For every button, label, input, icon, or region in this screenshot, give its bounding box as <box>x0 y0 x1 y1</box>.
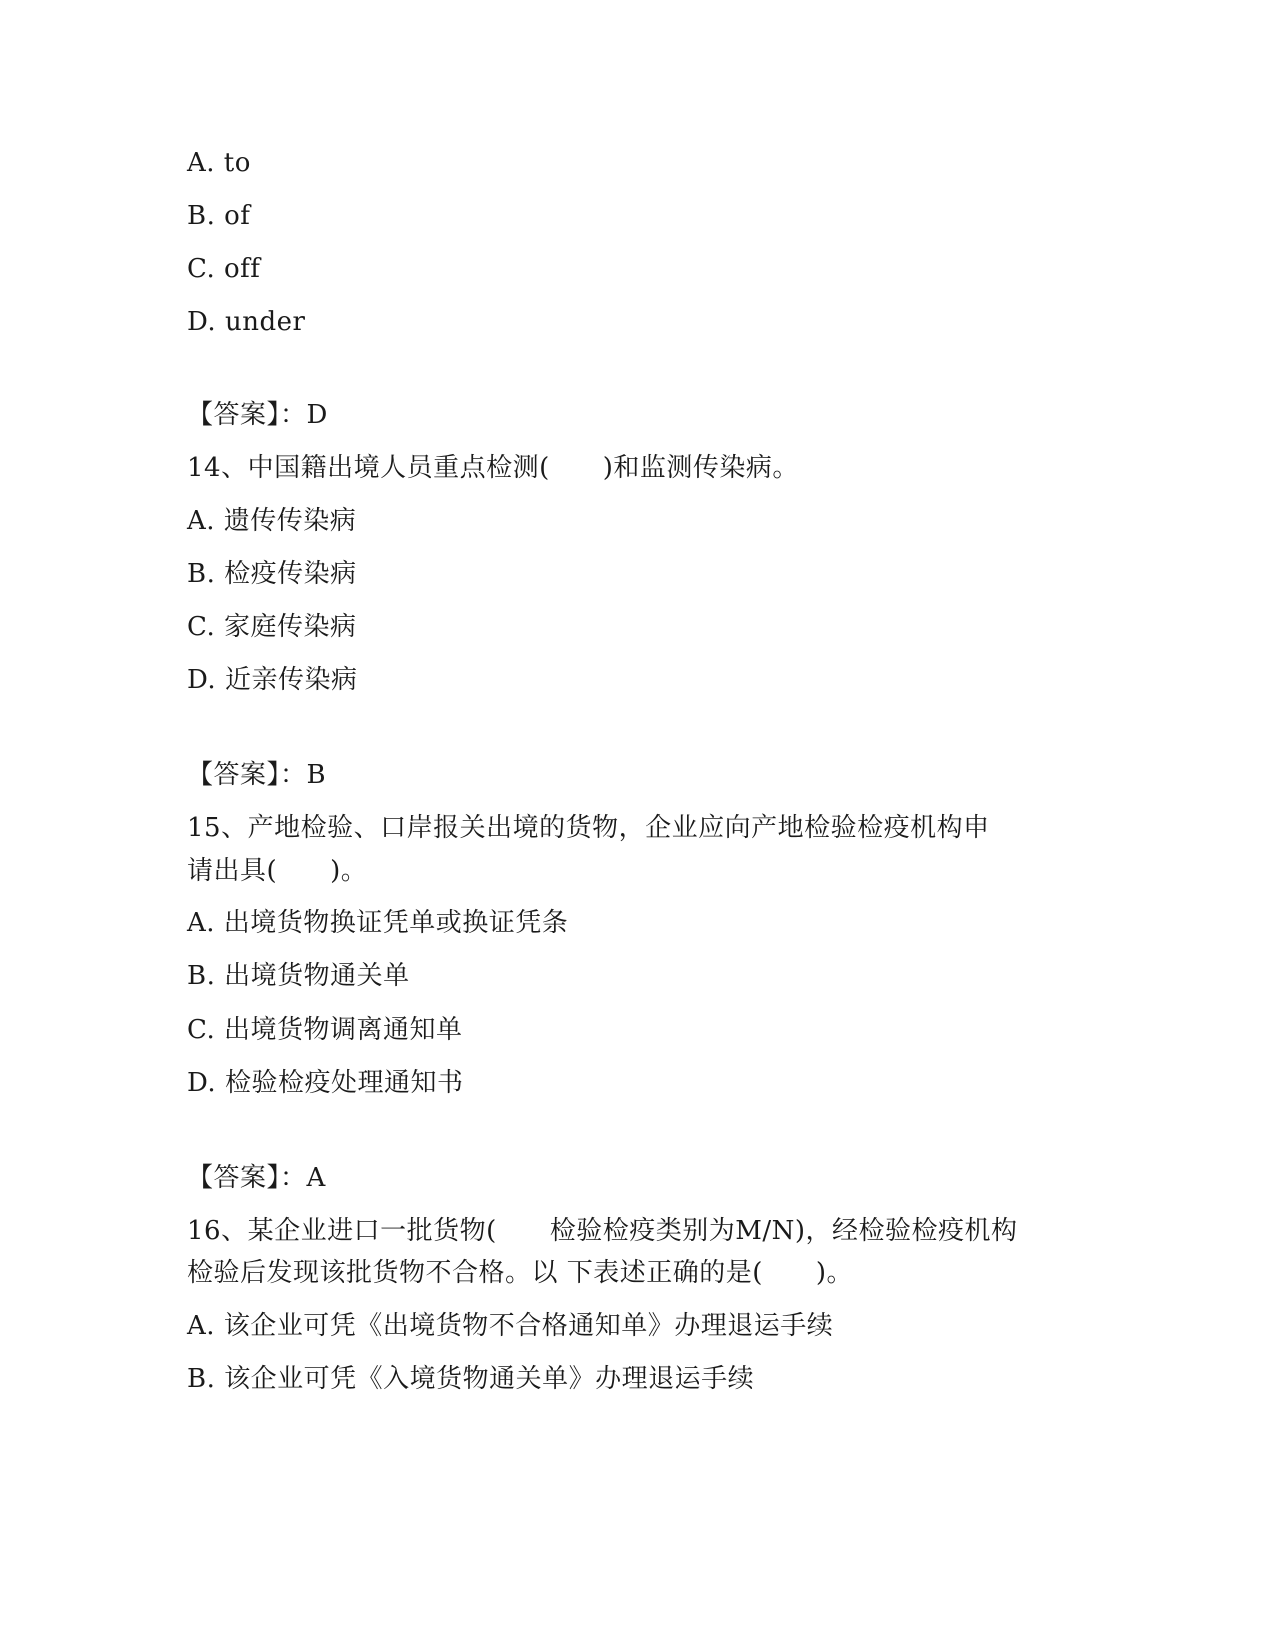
q16-question-line1: 16、某企业进口一批货物( 检验检疫类别为M/N)，经检验检疫机构 <box>187 1216 1018 1246</box>
q16-option-a: A. 该企业可凭《出境货物不合格通知单》办理退运手续 <box>187 1311 834 1341</box>
q15-option-c: C. 出境货物调离通知单 <box>187 1015 463 1045</box>
q15-option-d: D. 检验检疫处理通知书 <box>187 1068 464 1098</box>
q13-option-a: A. to <box>187 148 251 178</box>
q14-option-a: A. 遗传传染病 <box>187 506 357 536</box>
q14-option-d: D. 近亲传染病 <box>187 665 358 695</box>
q15-option-a: A. 出境货物换证凭单或换证凭条 <box>187 908 569 938</box>
q14-question: 14、中国籍出境人员重点检测( )和监测传染病。 <box>187 453 799 483</box>
q13-option-c: C. off <box>187 254 261 284</box>
q15-answer: 【答案】：A <box>187 1163 326 1193</box>
q13-answer: 【答案】：D <box>187 400 328 430</box>
q13-option-b: B. of <box>187 201 251 231</box>
q15-option-b: B. 出境货物通关单 <box>187 961 410 991</box>
q15-question-line2: 请出具( )。 <box>187 856 368 886</box>
q14-answer: 【答案】：B <box>187 760 327 790</box>
q14-option-b: B. 检疫传染病 <box>187 559 357 589</box>
q16-question-line2: 检验后发现该批货物不合格。以 下表述正确的是( )。 <box>187 1258 854 1288</box>
q15-question-line1: 15、产地检验、口岸报关出境的货物，企业应向产地检验检疫机构申 <box>187 813 990 843</box>
q14-option-c: C. 家庭传染病 <box>187 612 357 642</box>
q13-option-d: D. under <box>187 307 306 337</box>
q16-option-b: B. 该企业可凭《入境货物通关单》办理退运手续 <box>187 1364 755 1394</box>
